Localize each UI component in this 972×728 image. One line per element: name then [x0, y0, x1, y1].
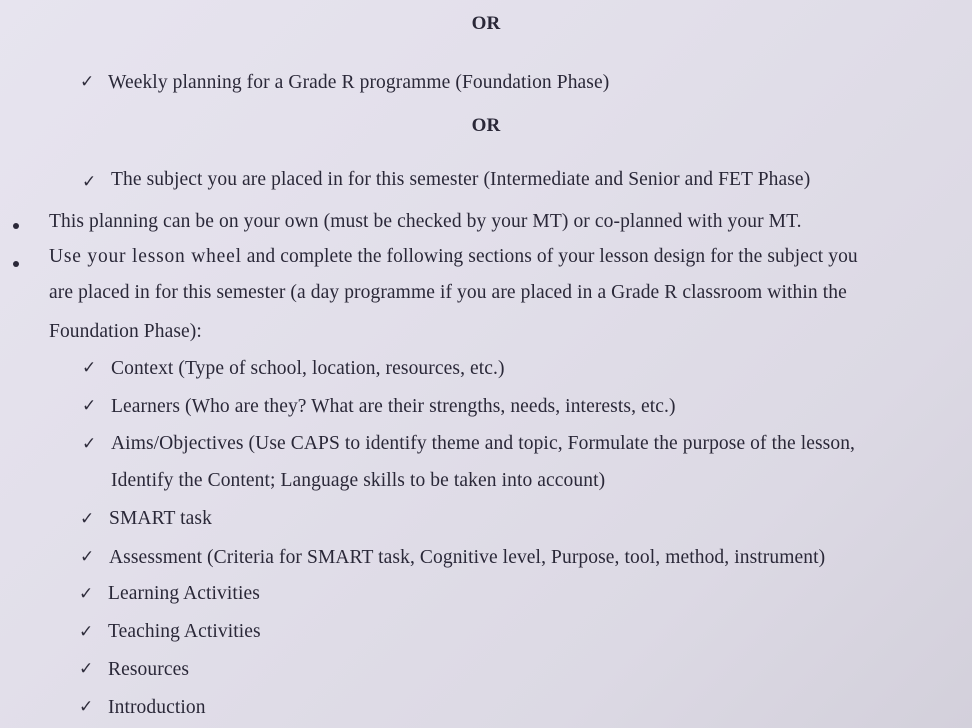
check-mark-icon: ✓ — [79, 697, 94, 717]
bullet-icon — [13, 261, 19, 267]
bullet-icon — [13, 223, 19, 229]
lesson-wheel-line-3: Foundation Phase): — [49, 321, 202, 342]
check-mark-icon: ✓ — [82, 172, 97, 192]
section-assessment: Assessment (Criteria for SMART task, Cognitive level, Purpose, tool, method, instrument) — [109, 547, 826, 568]
or-heading-top: OR — [471, 13, 501, 34]
check-mark-icon: ✓ — [80, 72, 95, 92]
check-mark-icon: ✓ — [80, 509, 95, 529]
section-context: Context (Type of school, location, resources, etc.) — [111, 358, 505, 379]
check-mark-icon: ✓ — [82, 434, 97, 454]
section-teaching-activities: Teaching Activities — [108, 621, 261, 642]
weekly-planning-item: Weekly planning for a Grade R programme (Foundation Phase) — [108, 72, 610, 93]
check-mark-icon: ✓ — [79, 659, 94, 679]
check-mark-icon: ✓ — [80, 547, 95, 567]
planning-bullet: This planning can be on your own (must be checked by your MT) or co-planned with your MT. — [49, 211, 802, 232]
section-resources: Resources — [108, 659, 190, 680]
subject-item: The subject you are placed in for this semester (Intermediate and Senior and FET Phase) — [111, 169, 811, 190]
section-aims: Aims/Objectives (Use CAPS to identify theme and topic, Formulate the purpose of the lesson, — [111, 433, 856, 454]
lesson-wheel-line-2: are placed in for this semester (a day programme if you are placed in a Grade R classroom within the — [49, 282, 847, 303]
check-mark-icon: ✓ — [79, 622, 94, 642]
lesson-wheel-rest: and complete the following sections of your lesson design for the subject you — [241, 246, 858, 267]
section-learning-activities: Learning Activities — [108, 583, 260, 604]
lesson-wheel-prefix: Use your lesson wheel — [49, 246, 242, 267]
section-introduction: Introduction — [108, 697, 206, 718]
check-mark-icon: ✓ — [82, 396, 97, 416]
section-aims-continued: Identify the Content; Language skills to be taken into account) — [111, 470, 606, 491]
check-mark-icon: ✓ — [82, 358, 97, 378]
or-heading-middle: OR — [471, 115, 501, 136]
lesson-wheel-bullet — [49, 245, 858, 269]
section-smart-task: SMART task — [109, 508, 212, 529]
section-learners: Learners (Who are they? What are their strengths, needs, interests, etc.) — [111, 396, 676, 417]
check-mark-icon: ✓ — [79, 584, 94, 604]
